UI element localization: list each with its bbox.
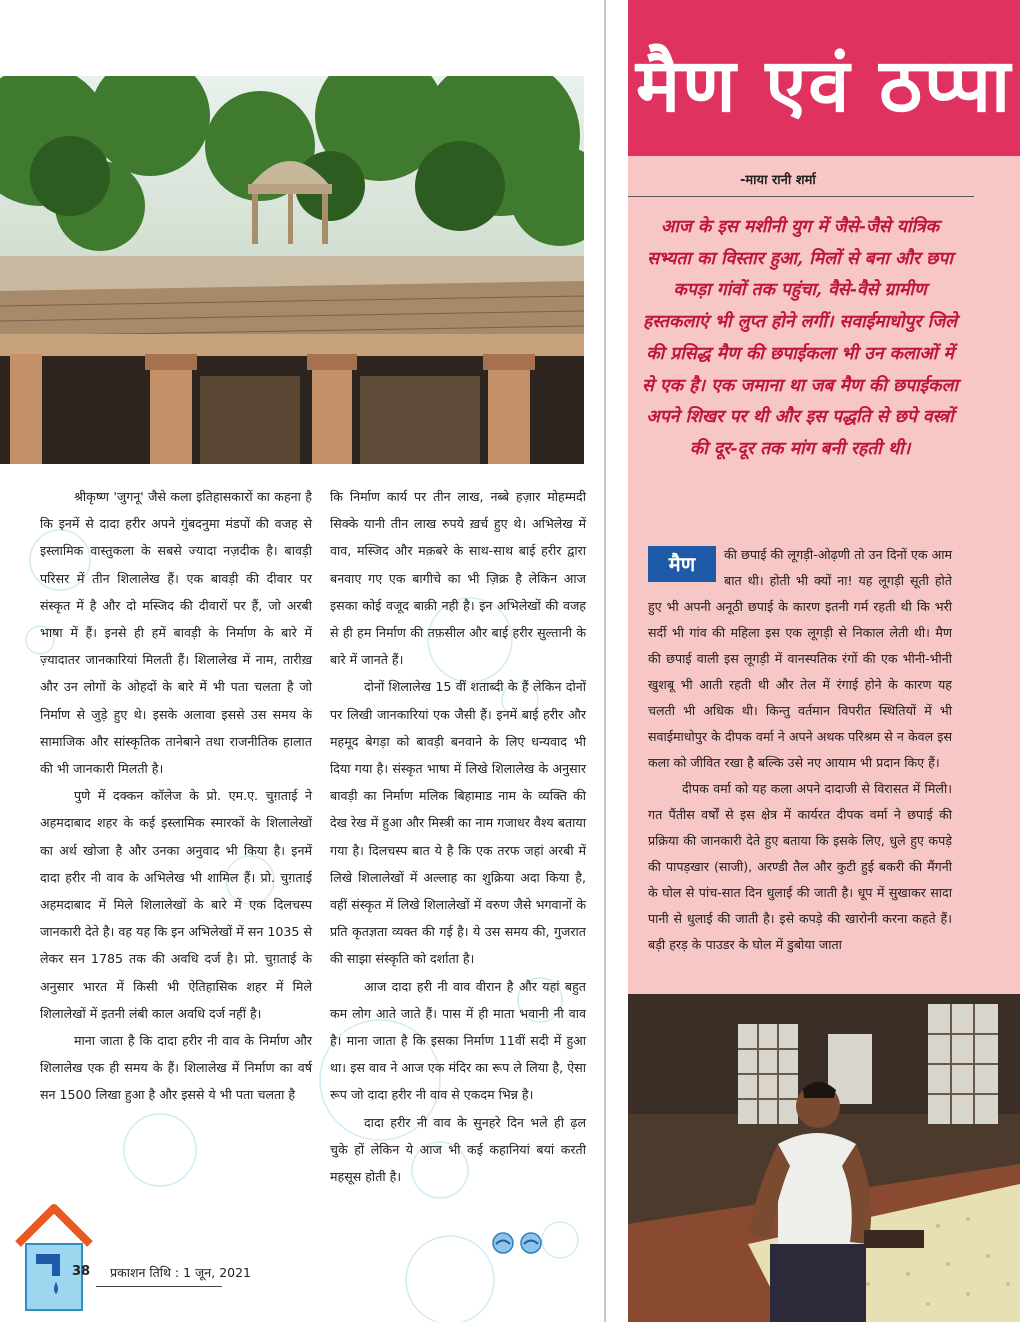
paragraph: दादा हरीर नी वाव के सुनहरे दिन भले ही ढ़ल चुके हों लेकिन ये आज भी कई कहानियां बयां करती महसूस होती है।	[330, 1114, 586, 1185]
paragraph: माना जाता है कि दादा हरीर नी वाव के निर्माण और शिलालेख एक ही समय के हैं। शिलालेख में निर्माण का वर्ष सन 1500 लिखा हुआ है और इससे ये भी पता चलता है	[40, 1033, 312, 1103]
stepwell-photo	[0, 76, 584, 464]
publication-date: प्रकाशन तिथि : 1 जून, 2021	[110, 1265, 252, 1280]
article-column-1	[40, 483, 312, 1109]
divider	[604, 0, 606, 1322]
paragraph: दीपक वर्मा को यह कला अपने दादाजी से विरासत में मिली। गत पैंतीस वर्षों से इस क्षेत्र में कार्यरत दीपक वर्मा ने छपाई की प्रक्रिया की जानकारी देते हुए बताया कि इसके लिए, धुले हुए कपड़े की पापड़खार (साजी), अरण्डी तैल और कुटी हुई बकरी की मैंगनी के घोल से पांच-सात दिन धुलाई की जाती है। धूप में सुखाकर सादा पानी से धुलाई की जाती है। इसे कपड़े की खारोनी करना कहते हैं। बड़ी हरड़ के पाउडर के घोल में डुबोया जाता	[648, 781, 952, 952]
intro-standfirst: आज के इस मशीनी युग में जैसे-जैसे यांत्रिक सभ्यता का विस्तार हुआ, मिलों से बना और छपा कपड़ा गांवों तक पहुंचा, वैसे-वैसे ग्रामीण हस्तकलाएं भी लुप्त होने लगीं। सवाईमाधोपुर जिले की प्रसिद्ध मैण की छपाईकला भी उन कलाओं में से एक है। एक जमाना था जब मैण की छपाईकला अपने शिखर पर थी और इस पद्धति से छपे वस्त्रों की दूर-दूर तक मांग बनी रहती थी।	[641, 217, 958, 459]
paragraph: कि निर्माण कार्य पर तीन लाख, नब्बे हज़ार मोहम्मदी सिक्के यानी तीन लाख रुपये ख़र्च हुए थे। अभिलेख में वाव, मस्जिद और मक़बरे के साथ-साथ बाई हरीर द्वारा बनवाए गए एक बागीचे का भी ज़िक्र है लेकिन आज इसका कोई वजूद बाक़ी नही है। इन अभिलेखों की वजह से ही हम निर्माण की तफ़सील और बाई हरीर सुल्तानी के बारे में जानते हैं।	[330, 489, 586, 668]
author-byline: -माया रानी शर्मा	[740, 173, 816, 188]
article-title: मैण एवं ठप्पा	[635, 43, 1013, 129]
dropcap: मैण	[648, 546, 716, 582]
article-column-3	[648, 542, 952, 958]
paragraph-text: की छपाई की लूगड़ी-ओढ़णी तो उन दिनों एक आम बात थी। होती भी क्यों ना! यह लूगड़ी सूती होते हुए भी अपनी अनूठी छपाई के कारण इतनी गर्म रहती थी कि भरी सर्दी भी गांव की महिला इस एक लूगड़ी से निकाल लेती थी। मैण की छपाई वाली इस लूगड़ी में वानस्पतिक रंगों की एक भीनी-भीनी खुशबू भी आती रहती थी और तेल में रंगाई होने के कारण यह चलती भी अधिक थी। किन्तु वर्तमान विपरीत स्थितियों में भी सवाईमाधोपुर के दीपक वर्मा ने अपने अथक परिश्रम से न केवल इस कला को जीवित रखा है बल्कि उसे नए आयाम भी प्रदान किए हैं।	[648, 547, 952, 770]
paragraph: श्रीकृष्ण 'जुगनू' जैसे कला इतिहासकारों का कहना है कि इनमें से दादा हरीर अपने गुंबदनुमा मंडपों की वजह से इस्लामिक वास्तुकला के सबसे ज्यादा नज़दीक है। बावड़ी परिसर में तीन शिलालेख हैं। एक बावड़ी की दीवार पर संस्कृत में है और दो मस्जिद की दीवारों पर हैं, जो अरबी भाषा में हैं। इनसे ही हमें बावड़ी के निर्माण के बारे में ज़्यादातर जानकारियां मिलती हैं। शिलालेख में नाम, तारीख़ और उन लोगों के ओहदों के बारे में भी पता चलता है जो निर्माण से जुड़े हुए थे। इसके अलावा इससे उस समय के सामाजिक और सांस्कृतिक तानेबाने तथा राजनीतिक हालात की भी जानकारी मिलती है।	[40, 489, 312, 777]
page-number: 38	[72, 1264, 91, 1279]
divider	[628, 196, 974, 197]
paragraph: दोनों शिलालेख 15 वीं शताब्दी के हैं लेकिन दोनों पर लिखी जानकारियां एक जैसी हैं। इनमें बाई हरीर और महमूद बेगड़ा को बावड़ी बनवाने के लिए धन्यवाद भी दिया गया है। संस्कृत भाषा में लिखे शिलालेख के अनुसार बावड़ी का निर्माण मलिक बिहामाड नाम के व्यक्ति की देख रेख में हुआ और मिस्त्री का नाम गजाधर वैश्य बताया गया है। दिलचस्प बात ये है कि एक तरफ जहां अरबी में लिखे शिलालेखों में अल्लाह का शुक्रिया अदा किया है, वहीं संस्कृत में लिखे शिलालेखों में वरुण जैसे भगवानों के प्रति कृतज्ञता व्यक्त की गई है। ये उस समय की, गुजरात की साझा संस्कृति को दर्शाता है।	[330, 679, 586, 967]
paragraph: पुणे में दक्कन कॉलेज के प्रो. एम.ए. चुग़ताई ने अहमदाबाद शहर के कई इस्लामिक स्मारकों के शिलालेखों का अर्थ खोजा है और उनका अनुवाद भी किया है। इनमें दादा हरीर नी वाव के अभिलेख भी शामिल हैं। प्रो. चुग़ताई अहमदाबाद में मिले शिलालेखों के बारे में एक दिलचस्प जानकारी देते है। वह यह कि इन अभिलेखों में सन 1035 से लेकर सन 1785 तक की अवधि दर्ज है। प्रो. चुग़ताई के अनुसार भारत में किसी भी ऐतिहासिक शहर में मिले शिलालेखों में इतनी लंबी काल अवधि दर्ज नहीं है।	[40, 788, 312, 1021]
house-tap-logo	[14, 1196, 94, 1316]
block-printing-photo	[628, 994, 1020, 1322]
divider	[96, 1286, 222, 1287]
paragraph	[648, 542, 952, 776]
end-of-article-icon	[490, 1232, 546, 1254]
paragraph: आज दादा हरी नी वाव वीरान है और यहां बहुत कम लोग आते जाते हैं। पास में ही माता भवानी नी वाव है। माना जाता है कि इसका निर्माण 11वीं सदी में हुआ था। इस वाव ने आज एक मंदिर का रूप ले लिया है, ऐसा रूप जो दादा हरीर नी वाव से एकदम भिन्न है।	[330, 978, 586, 1103]
article-column-2	[330, 483, 586, 1190]
